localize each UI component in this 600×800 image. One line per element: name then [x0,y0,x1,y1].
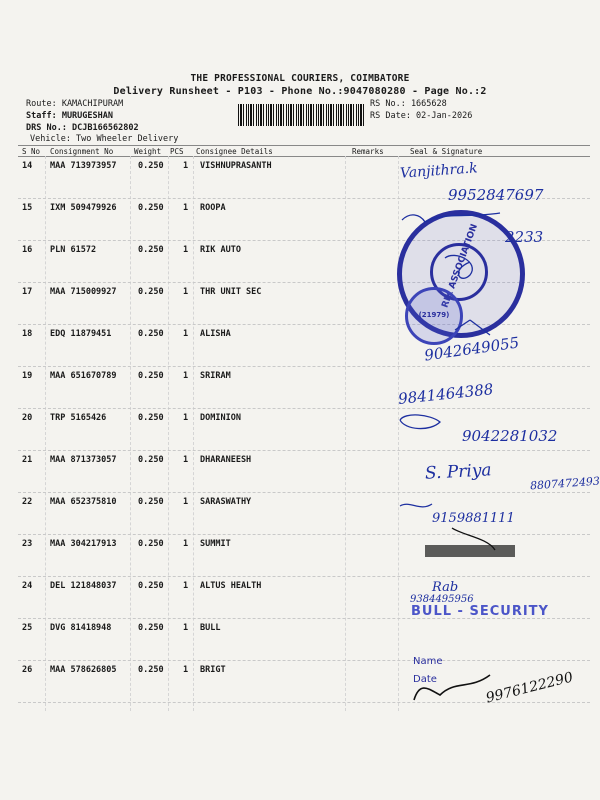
row-weight: 0.250 [138,455,164,465]
row-weight: 0.250 [138,161,164,171]
row-pcs: 1 [183,497,189,507]
row-pcs: 1 [183,539,189,549]
row-sno: 15 [22,203,33,213]
row-consignment-no: TRP 5165426 [50,413,107,423]
row-consignment-no: IXM 509479926 [50,203,117,213]
row-consignee: DOMINION [200,413,241,423]
row-consignee: RIK AUTO [200,245,241,255]
ink-smudge [425,545,515,557]
signature-row-14: Vanjithra.k [399,160,479,182]
row-weight: 0.250 [138,203,164,213]
row-consignment-no: PLN 61572 [50,245,97,255]
row-weight: 0.250 [138,371,164,381]
row-consignee: VISHNUPRASANTH [200,161,272,171]
row-pcs: 1 [183,287,189,297]
drs-label: DRS No.: DCJB166562802 [26,123,139,133]
row-pcs: 1 [183,413,189,423]
rs-number: RS No.: 1665628 [370,99,447,109]
table-row [0,367,600,409]
row-sno: 26 [22,665,33,675]
round-seal-stamp [405,287,463,345]
row-consignment-no: DEL 121848037 [50,581,117,591]
row-weight: 0.250 [138,413,164,423]
row-consignment-no: MAA 871373057 [50,455,117,465]
row-sno: 16 [22,245,33,255]
row-pcs: 1 [183,161,189,171]
row-weight: 0.250 [138,665,164,675]
col-header-remarks: Remarks [352,147,384,156]
row-sno: 25 [22,623,33,633]
row-weight: 0.250 [138,539,164,549]
row-pcs: 1 [183,623,189,633]
row-pcs: 1 [183,455,189,465]
row-consignment-no: MAA 651670789 [50,371,117,381]
phone-row-24: 9384495956 [410,594,474,605]
row-sno: 21 [22,455,33,465]
row-sno: 17 [22,287,33,297]
row-sno: 20 [22,413,33,423]
phone-row-16: 2233 [505,228,544,246]
row-pcs: 1 [183,203,189,213]
row-pcs: 1 [183,581,189,591]
row-consignment-no: MAA 715009927 [50,287,117,297]
signature-row-21: S. Priya [424,460,493,484]
stamp-date-label: Date [413,674,437,685]
bull-security-stamp: BULL - SECURITY [411,604,549,619]
row-weight: 0.250 [138,497,164,507]
phone-row-21: 8807472493 [529,474,600,493]
col-header-pcs: PCS [170,147,184,156]
row-consignee: BULL [200,623,221,633]
row-consignee: SUMMIT [200,539,231,549]
row-consignment-no: MAA 304217913 [50,539,117,549]
row-pcs: 1 [183,329,189,339]
table-row [0,619,600,661]
phone-row-18: 9042649055 [423,333,521,365]
row-pcs: 1 [183,665,189,675]
stamp-name-label: Name [413,656,443,667]
row-consignment-no: MAA 578626805 [50,665,117,675]
row-consignment-no: DVG 81418948 [50,623,112,633]
phone-row-19: 9841464388 [397,380,495,408]
row-consignee: DHARANEESH [200,455,252,465]
col-header-consignment: Consignment No [50,147,114,156]
row-sno: 19 [22,371,33,381]
row-consignment-no: EDQ 11879451 [50,329,112,339]
phone-row-14: 9952847697 [448,186,544,204]
phone-row-26: 9976122290 [484,669,575,707]
phone-row-22: 9159881111 [432,511,515,526]
table-row [0,451,600,493]
col-header-sno: S No [22,147,41,156]
col-header-weight: Weight [134,147,162,156]
row-weight: 0.250 [138,245,164,255]
row-consignee: BRIGT [200,665,226,675]
row-consignee: ALTUS HEALTH [200,581,262,591]
header-top-rule [18,145,590,146]
row-weight: 0.250 [138,329,164,339]
barcode [238,104,366,126]
company-title: THE PROFESSIONAL COURIERS, COIMBATORE [190,73,410,84]
route-label: Route: KAMACHIPURAM [26,99,124,109]
row-sno: 23 [22,539,33,549]
row-consignee: SARASWATHY [200,497,252,507]
staff-label: Staff: MURUGESHAN [26,111,113,121]
row-sno: 24 [22,581,33,591]
row-consignment-no: MAA 713973957 [50,161,117,171]
vehicle-label: Vehicle: Two Wheeler Delivery [30,134,179,144]
stamp-code: (21979) [418,311,450,319]
row-consignee: SRIRAM [200,371,231,381]
col-header-seal: Seal & Signature [410,147,483,156]
stamp-text: RIK ASSOCIATION [440,222,481,310]
row-sno: 18 [22,329,33,339]
row-pcs: 1 [183,245,189,255]
row-consignee: THR UNIT SEC [200,287,262,297]
row-pcs: 1 [183,371,189,381]
row-weight: 0.250 [138,623,164,633]
phone-row-20: 9042281032 [462,427,558,445]
row-weight: 0.250 [138,287,164,297]
row-weight: 0.250 [138,581,164,591]
row-consignment-no: MAA 652375810 [50,497,117,507]
row-consignee: ROOPA [200,203,226,213]
runsheet-title: Delivery Runsheet - P103 - Phone No.:9047080280 - Page No.:2 [113,86,487,97]
row-consignee: ALISHA [200,329,231,339]
row-sno: 14 [22,161,33,171]
col-header-consignee: Consignee Details [196,147,273,156]
signature-row-24: Rab [432,580,459,595]
rs-date: RS Date: 02-Jan-2026 [370,111,473,121]
row-sno: 22 [22,497,33,507]
